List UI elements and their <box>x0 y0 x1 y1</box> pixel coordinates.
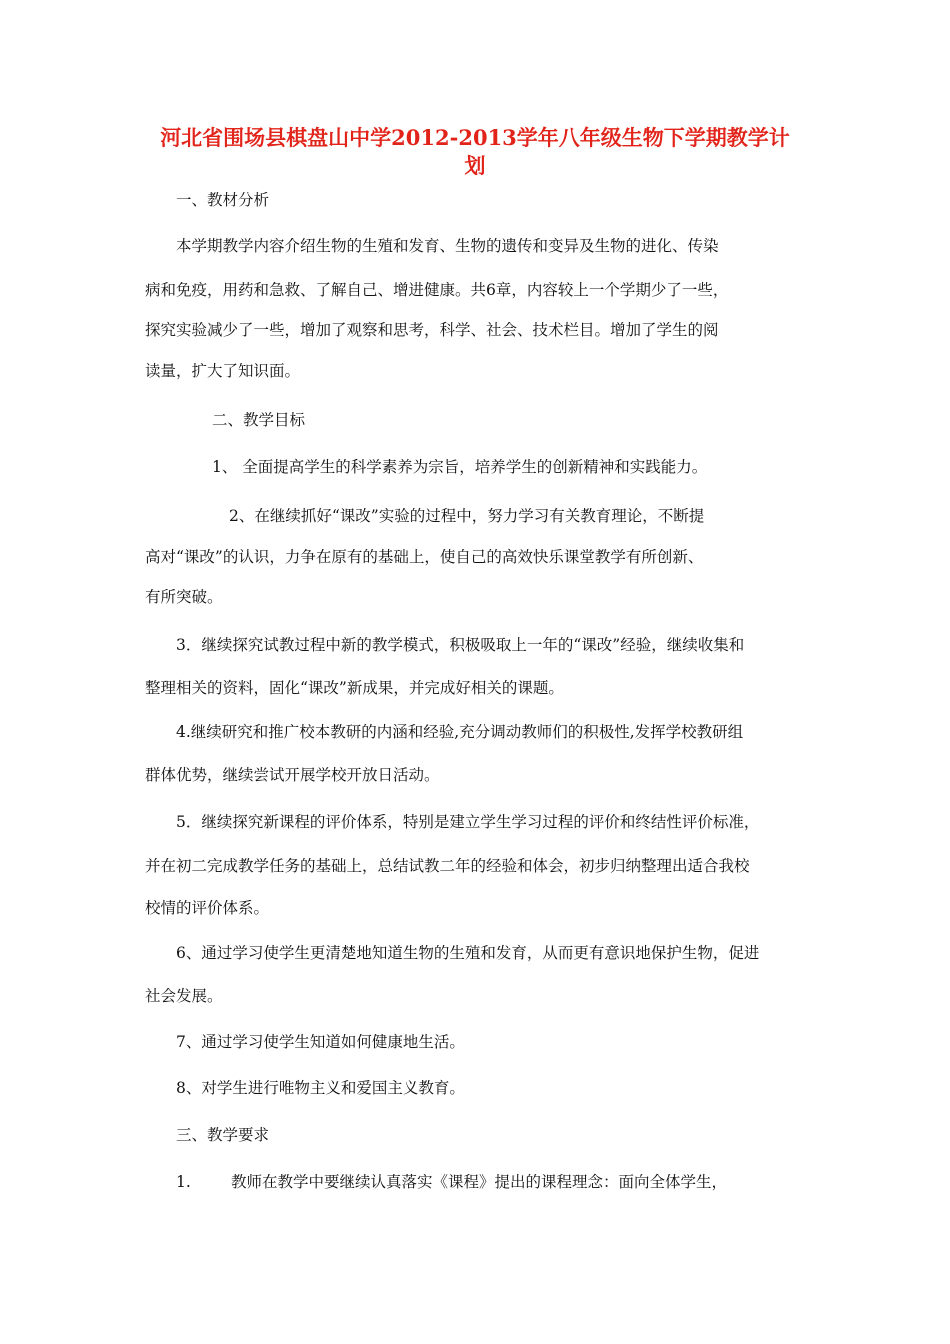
goal-item-continued: 高对“课改”的认识，力争在原有的基础上，使自己的高效快乐课堂教学有所创新、 <box>145 548 704 566</box>
goal-item: 2、在继续抓好“课改”实验的过程中，努力学习有关教育理论，不断提 <box>229 507 705 525</box>
paragraph-line: 探究实验减少了一些，增加了观察和思考，科学、社会、技术栏目。增加了学生的阅 <box>145 321 719 339</box>
title-line-2: 划 <box>464 153 486 178</box>
section-heading-requirements: 三、教学要求 <box>176 1126 270 1144</box>
paragraph-line: 本学期教学内容介绍生物的生殖和发育、生物的遗传和变异及生物的进化、传染 <box>176 237 719 255</box>
goal-item: 6、通过学习使学生更清楚地知道生物的生殖和发育，从而更有意识地保护生物，促进 <box>176 944 760 962</box>
paragraph-line: 病和免疫，用药和急救、了解自己、增进健康。共6章，内容较上一个学期少了一些， <box>145 281 729 299</box>
section-heading-materials: 一、教材分析 <box>176 191 270 209</box>
goal-item-continued: 群体优势，继续尝试开展学校开放日活动。 <box>145 766 440 784</box>
goal-item: 8、对学生进行唯物主义和爱国主义教育。 <box>176 1079 465 1097</box>
goal-item: 4.继续研究和推广校本教研的内涵和经验,充分调动教师们的积极性,发挥学校教研组 <box>176 723 744 741</box>
requirement-item: 教师在教学中要继续认真落实《课程》提出的课程理念：面向全体学生， <box>231 1173 728 1191</box>
goal-item-continued: 整理相关的资料，固化“课改”新成果，并完成好相关的课题。 <box>145 679 564 697</box>
goal-item-continued: 校情的评价体系。 <box>145 899 270 917</box>
requirement-number: 1. <box>176 1173 191 1191</box>
goal-item-continued: 社会发展。 <box>145 987 223 1005</box>
paragraph-line: 读量，扩大了知识面。 <box>145 362 301 380</box>
title-line-1: 河北省围场县棋盘山中学2012-2013学年八年级生物下学期教学计 <box>160 125 790 150</box>
goal-item: 3．继续探究试教过程中新的教学模式，积极吸取上一年的“课改”经验，继续收集和 <box>176 636 745 654</box>
goal-item: 1、 全面提高学生的科学素养为宗旨，培养学生的创新精神和实践能力。 <box>212 458 708 476</box>
section-heading-goals: 二、教学目标 <box>212 411 306 429</box>
goal-item: 5．继续探究新课程的评价体系，特别是建立学生学习过程的评价和终结性评价标准， <box>176 813 760 831</box>
goal-item-continued: 并在初二完成教学任务的基础上，总结试教二年的经验和体会，初步归纳整理出适合我校 <box>145 857 750 875</box>
goal-item-continued: 有所突破。 <box>145 588 223 606</box>
goal-item: 7、通过学习使学生知道如何健康地生活。 <box>176 1033 465 1051</box>
document-title <box>130 124 820 180</box>
